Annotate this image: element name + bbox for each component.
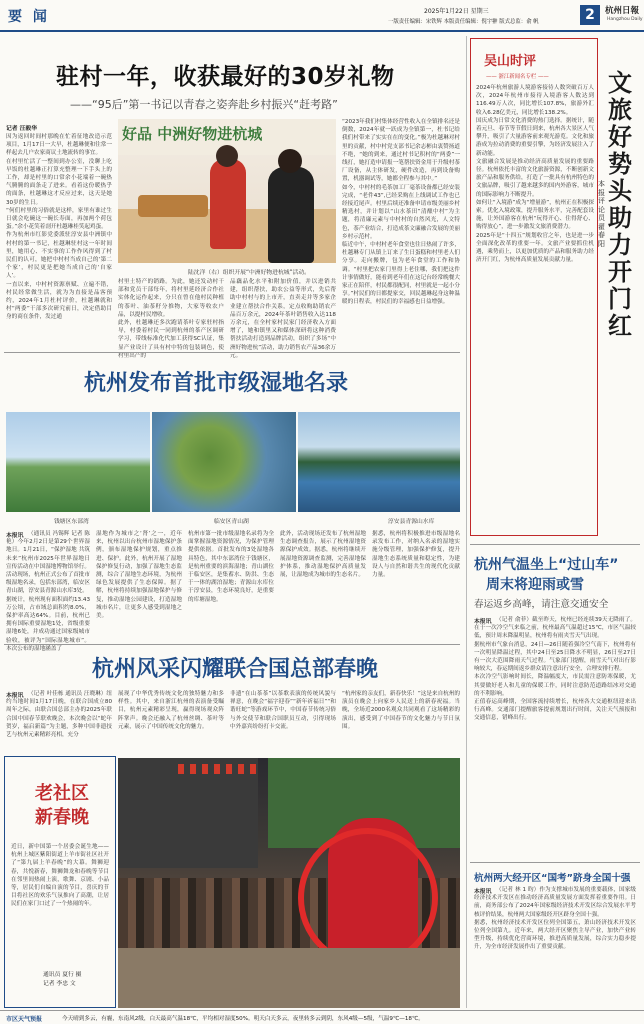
commentary-box	[470, 38, 640, 536]
zones-top-rule	[470, 862, 640, 863]
photo-banner-text: 好品 中洲好物进杭城	[122, 125, 263, 143]
commentary-title: 文旅好势头助力开门红	[608, 69, 632, 340]
produce-jars	[138, 195, 208, 217]
federation-col-3: 非遗“在山茶茶”以茶歌表演的传统风貌与禅意，在晚会“福字迎春”“新年祈福日”“和谐旺蛇”等游戏环节中，中国春节传统习俗与外交使节和联合国职员互动，引得现场中外嘉宾纷纷打卡交流。	[230, 691, 336, 730]
masthead-logo: 杭州日報	[605, 6, 640, 16]
lead-subtitle: ——“95后”第一书记以青春之姿奔赴乡村振兴“赶考路”	[70, 98, 338, 111]
footer-text: 今天晴到多云，有霾，东南风2级，白天最高气温18℃，平均相对湿度50%。明天白天多云，夜里转多云到阴，东风4级—5级，气温9℃—18℃。	[62, 1016, 424, 1022]
zones-body: （记者 林 1 昀）作为支撑城市发展的重要载体，国家级经济技术开发区在推动经济高质量发展方面发挥着重要作用。日前，商务部公布了2024年国家级经济技术开发区综合发展水平考核评价结果，杭州两大国家级经开区跻身全国十强。 据悉，杭州经济技术开发区位列全国第五，萧山经济技术开发区位列全国第九。近年来，两大经开区聚焦主导产业，加快产业转型升级，持续优化营商环境，推进高质量发展，综合实力稳步提升，为全市经济发展作出了重要贡献。	[474, 887, 636, 951]
laozhuang-title-2: 新春晚	[35, 807, 89, 828]
commentary-body: 2024年杭州旅游人境游客接待人数突破百万人次，2024年杭州市接待入境游客人数达到116.49万人次，同比增长107.8%，旅游外汇收入6.28亿美元，同比增长138.2%。 国庆成为日常文化消费的热门选择。据统计，随着元旦、春节等节假日到来，杭州各大景区人气攀升，吸引了大量游客前来观光游览。文化和旅游成为拉动消费的重要引擎，为经济发展注入了新动能。 文旅融合发展是推动经济高质量发展的重要路径。杭州依托丰富的文化旅游资源，不断创新文旅产品和服务供给，打造了一批具有杭州特色的文旅品牌，吸引了越来越多的国内外游客，城市的国际影响力不断提升。 如何让“入境游”成为“增量游”，杭州正在积极探索。优化入境政策，提升服务水平，完善配套设施，让外国游客在杭州“玩得开心、住得舒心、购得放心”，进一步激发文旅消费潜力。 2025年是“十四五”规划收官之年，也是进一步全面深化改革的重要一年。文旅产业要抓住机遇，乘势而上，以更加优质的产品和服务助力经济开门红，为杭州高质量发展贡献力量。	[476, 85, 594, 264]
wetland-caption-2: 临安区青山湖	[214, 519, 249, 525]
wetland-caption-3: 淳安县青源山水库	[388, 519, 435, 525]
weather-top-rule	[470, 544, 640, 545]
page-header	[0, 0, 644, 34]
lead-byline: 记者 汪毅华	[6, 126, 38, 132]
lead-col-1: 因为返回时间村那晚在忙着征地改造示范项目，1月17日一大早，杜越琳便和往常一样起去几户农家商议土地流转的事宜。 在村里忙活了一整间到办公室，没聊上吃早饭的杜越琳正打算充整理一下手头上的工作，却是村里的口常余小花端着一碗热气腾腾的面条走了进来。看着这份暖热乎的面条，杜越琳这才反应过来，这天是她30岁的生日。 “何们村里的习俗就是这样，家里有谁过生日就会吃碗这一碗长寿面，再加两个荷包蛋。”余小花笑着剖开杜越琳桂笑起鸡蛋。 作为杭州市红影党委派驻淳安县中洲镇中村村的第一书记，杜越琳驻村这一年时间里，她用心、不实事的工作作风得到了村民们的认可，她把中村村当成自己的‘第二个家’，村民更是把她当成自己的‘自家人’。 一直以来，中村村资源禀赋、立遍不错，村民经常做生活，就为为直接是品客预约，2024年1月杜村评价，杜越琳就和村“两委”干部多次研究前日，决定借助目身的商在条件，发过通	[6, 134, 112, 321]
wetland-photo-2	[152, 412, 296, 512]
person-left	[210, 159, 246, 249]
wetland-story	[0, 352, 464, 652]
laozhuang-box	[4, 756, 116, 1008]
right-divider	[466, 36, 467, 1008]
photo-lanterns	[178, 764, 258, 774]
zones-byline: 本报讯	[474, 889, 492, 895]
lead-col-3: 品藕品化水平和附加价值，并以进销共建，组织帮扶，助农公益等形式，先后帮助中村村与的上市开，直卖走并等多家企业建立帮扶合作关系，定点收购助销农产品百万余元，2024年茶叶销售收入达118万余元，在全村家村民家门经济收入方面增了，她和镇里又和媒体深研将这种消费帮扶活动打造到品牌活动，组织了多场“中洲好物进杭”活动，助力销售农产品36余万元。	[230, 279, 336, 359]
federation-col-4: “杭州家的亲友们，新春快乐！”这是来自杭州的演员在晚会上向家乡人民送上的新春祝福。当晚，全场近2000名观众共同观看了这场精彩的演出，感受到了中国春节的文化魅力与节日氛围。	[342, 691, 460, 730]
weather-body: （记者 俞菲）截至昨天，杭州已经连续39天无降雨了。在于一次冷空气来临之前，杭州最高气温超过15℃，市区气温较低，预计周末降温明显，杭州将有雨夹雪天气出现。 据杭州市气象台消息，24日—26日随着强冷空气南下，杭州将有一次明显降温过程，其中24日至25日降水不明显，26日至27日有一次大范围降雨天气过程。气象部门提醒，雨雪天气对出行影响较大，春运期间返乡群众请注意出行安全，合理安排行程。 本次冷空气影响时间长，降温幅度大，市民需注意防寒保暖，尤其要做好老人和儿童的保暖工作，同时注意防范道路结冰对交通的不利影响。 正值春运高峰期，全国客流持续增长，杭州各大交通枢纽迎来出行高峰。交通部门提醒旅客提前规划出行时间，关注天气预报和交通信息，错峰出行。	[474, 617, 636, 722]
person-right	[268, 167, 314, 263]
masthead-en: Hangzhou Daily	[607, 17, 643, 22]
editors-line: 一版责任编辑：宋铁辉 本版责任编辑：倪宇翀 版式总监：俞 帆	[388, 19, 539, 25]
lead-col-2: 村里土特产的销路。为此，她还发动村干部和党员干部每年，将村里延经济合作社实体化运作起来，分只在曾在他村民种植的茶叶、油茶籽分推物，大家等收农户品，以提村民增收。 此外，杜越琳还多次跑请茶叶专家驻村指导，村委着村民一同到杭州的茶产区调研学习，带线标准化代加工获得SC认证，集显产业设计了具有村中特的包装调色，使村里出产的	[118, 279, 224, 359]
photo-building	[118, 758, 258, 868]
wetland-photo-3	[298, 412, 460, 512]
wetland-col-2: 湿地作为城市之‘肾’之一，近年来，杭州以出台杭州市湿地保护条例，颁布湿地保护规划，重点推进、保护。此外，杭州开展了湿地保护修复行动，加强了湿地生态监测，综合了湿地生态环境，为杭州绿色发展提供了生态保障。据了解，杭州将持续加强湿地保护与修复，推动湿地公园建设，打造湿地城市名片，让更多人感受到湿地之美。	[96, 531, 182, 620]
weather-headline: 杭州气温坐上“过山车”	[474, 557, 619, 573]
commentary-banner: 吴山时评	[484, 54, 537, 69]
weather-footer	[0, 1010, 644, 1024]
laozhuang-body: 近日，新中国第一个居委会诞生地——杭州上城区紫阳街道上羊市街社区社开了“第九届上羊春晚”的大幕。舞狮迎春，共悦新春，舞狮舞龙和春晚等节目在邻里间热闹上演，歌舞、京剧、小品等，居民们自编自演的节目，喜庆的节目将社区的欢乐气氛推向了高潮，让居民们在家门口过了一个热闹的年。	[11, 844, 109, 908]
wetland-col-5: 据悉，杭州将积极推进市级湿地名录发布工作，对纳入名录的湿地实施分级管理，加强保护修复，提升湿地生态系统质量和稳定性，为建设人与自然和谐共生的现代化贡献力量。	[372, 531, 460, 579]
weather-byline: 本报讯	[474, 619, 492, 625]
wetland-col-4: 此外，活动现场还发布了杭州湿地生态调查报告，展示了杭州湿地资源保护成效。据悉，杭州将继续开展湿地资源调查监测，完善湿地保护体系，推动湿地保护高质量发展，让湿地成为城市的生态名片。	[280, 531, 366, 579]
wetland-headline: 杭州发布首批市级湿地名录	[84, 371, 349, 396]
weather-story	[470, 544, 640, 860]
header-rule	[0, 30, 644, 32]
photo-ground	[118, 948, 460, 1008]
laozhuang-title-1: 老社区	[35, 783, 89, 804]
laozhuang-photo	[118, 758, 460, 1008]
lead-col-4: “2023年我们村集体经营性收入在全镇排名还是倒数，2024年就一跃成为全镇第一，杜书记给我们村带来了实实在在的变化。”极为杜越琳对村里的贡献，村中村党支部书记余志彬由衷赞扬道不绝，“她的到来，通过村书记积村的“两委”一线打，她打造申请报一笔帮扶资金用于升级村茶厂设备，从主体研发，硬件改造，再到设备购置，机器调试等，她都全程参与其中。” 如今，中村村的毛茶加工厂毫茶设备都已经安装完成，“老件43”,已经采购在上线调试工作也已经接近尾声。村里后续还准备申请市级美丽乡村精选村，并计划以“山水茶田”清酿中村”为主题，将清廉元素与中村村的自然风光，人文特色，茶产业结合，打造成茶文廉融合发展的美丽乡村示范村。 临近中午，中村村老年食堂也往日热闹了许多，杜越琳专门从镇上订来了生日蛋糕和村里老人们分享。走向搬牌，包为老年食堂的工作和协调。“村里把农家门里得上老住哪，我们把这件计事情做好，能看到老年们在这记台经常晚餐大家正在陪伴，村民都很配同，村里就是一起小分享。”村民们的日都提家交，回民越琳起身这种温暖的日程表，村民们的幸福感也日益增强。	[342, 119, 460, 306]
laozhuang-credit: 通讯员 夏行 摄 记者 李忠 文	[43, 972, 82, 987]
zones-story	[470, 862, 640, 1008]
lead-photo	[118, 119, 336, 263]
federation-headline: 杭州风采闪耀联合国总部春晚	[92, 657, 379, 682]
wetland-caption-1: 钱塘区东部湾	[54, 519, 89, 525]
section-label: 要 闻	[8, 9, 50, 25]
wetland-photo-1	[6, 412, 150, 512]
page-number: 2	[580, 5, 600, 25]
date-line: 2025年1月22日 星期三	[424, 8, 489, 15]
photo-ribbon	[298, 828, 438, 968]
commentary-author: 本报评论员 翟春阳	[598, 180, 605, 248]
wetland-top-rule	[4, 352, 460, 353]
federation-top-rule	[4, 644, 460, 645]
lead-headline: 驻村一年，收获最好的30岁礼物	[56, 64, 395, 90]
person-right-head	[278, 149, 302, 173]
footer-label: 市区天气预报	[6, 1016, 43, 1023]
wetland-col-1: （通讯员 冯锡辉 记者 陈艳）今年2月2日是第29个世界湿地日。1月21日，“保护湿地 共筑未来”杭州市2025年世界湿地日宣传活动在中国湿地博物馆举行。活动现场，杭州正式公布了首批市级湿地名录，包括东部湾，临安区青山湖，淳安县青源山水库3处。 据统计，杭州现有面积面约13.43万公顷，占市域总面积约8.0%，保护率高达64%。目前，杭州已拥有国际重要湿地1处，省级重要湿地6处，并成功通过国家级城市验收，被评为“国际湿地城市”。本次公布的湿地涵盖了	[6, 531, 90, 652]
federation-col-2: 展现了中华优秀传统文化的独特魅力和多样性。其中，来自浙江杭州的表演备受瞩目，杭州元素精彩呈现，赢得现场观众阵阵掌声。晚会还融入了杭州丝绸、茶叶等元素，展示了中国传统文化的魅力。	[118, 691, 224, 730]
weather-headline-2: 周末将迎雨或雪	[486, 577, 584, 593]
lead-story	[0, 34, 464, 359]
federation-story	[0, 644, 464, 756]
person-left-head	[216, 145, 238, 167]
zones-headline: 杭州两大经开区“国考”跻身全国十强	[474, 873, 631, 884]
commentary-banner-sub: —— 浙江新闻名专栏 ——	[486, 74, 549, 80]
wetland-byline: 本报讯	[6, 533, 24, 539]
federation-byline: 本报讯	[6, 693, 24, 699]
weather-subtitle: 春运返乡高峰，请注意交通安全	[474, 599, 609, 610]
federation-col-1: （记者 叶佳栋 通讯员 汪晓琳）纽约当地时间1月17日晚，在联合国成立80周年之际，由联合国总部主办的2025年联合国中国春节联欢晚会，本次晚会以“蛇年贺岁，福启新篇”为主题，多种中国非遗技艺与杭州元素精彩亮相，充分	[6, 691, 112, 739]
wetland-col-3: 杭州市第一批市级湿地名录将为全面掌握湿地资源情况，为保护管理提供依据。首批发布的3处湿地各具特色，其中东部湾位于钱塘区，是杭州重要的滨海湿地；青山湖位于临安区，是集蓄水、防洪、生态于一体的湖泊湿地；青源山水库位于淳安县，生态环境良好，是重要的库塘湿地。	[188, 531, 274, 603]
lead-photo-caption: 陆沈洋（右）组织开展“中洲好物进杭城”活动。	[188, 270, 310, 276]
